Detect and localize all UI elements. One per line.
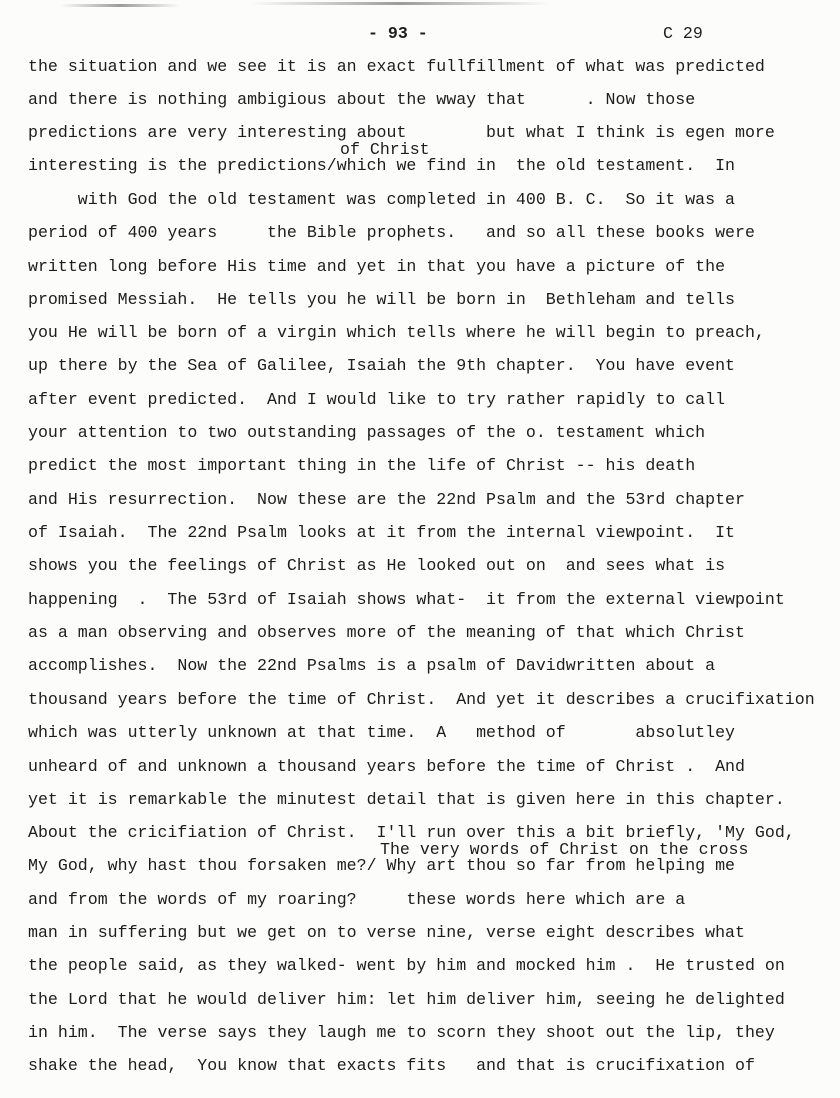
text-line: after event predicted. And I would like to try rather rapidly to call [28,390,726,409]
text-line: shows you the feelings of Christ as He looked out on and sees what is [28,556,726,575]
text-line: and there is nothing ambigious about the wway that . Now those [28,90,696,109]
text-line: the people said, as they walked- went by him and mocked him . He trusted on [28,956,785,975]
text-line: predictions are very interesting about but what I think is egen more [28,123,775,142]
paper-scuff-mark [60,4,180,7]
text-line: as a man observing and observes more of the meaning of that which Christ [28,623,745,642]
text-line: unheard of and unknown a thousand years before the time of Christ . And [28,757,745,776]
interlinear-insertion: The very words of Christ on the cross [380,840,749,859]
section-label: C 29 [663,24,703,43]
text-line: and from the words of my roaring? these words here which are a [28,890,686,909]
text-line: period of 400 years the Bible prophets. and so all these books were [28,223,755,242]
text-line: written long before His time and yet in that you have a picture of the [28,257,726,276]
text-line: interesting is the predictions/which we find in the old testament. In [28,156,736,175]
text-line: with God the old testament was completed in 400 B. C. So it was a [28,190,736,209]
text-line: in him. The verse says they laugh me to scorn they shoot out the lip, they [28,1023,775,1042]
text-line: you He will be born of a virgin which tells where he will begin to preach, [28,323,765,342]
text-line: yet it is remarkable the minutest detail that is given here in this chapter. [28,790,785,809]
text-line: the Lord that he would deliver him: let him deliver him, seeing he delighted [28,990,785,1009]
text-line: and His resurrection. Now these are the 22nd Psalm and the 53rd chapter [28,490,745,509]
text-line: thousand years before the time of Christ. And yet it describes a crucifixation [28,690,815,709]
text-line: predict the most important thing in the life of Christ -- his death [28,456,696,475]
text-line: happening . The 53rd of Isaiah shows what- it from the external viewpoint [28,590,785,609]
text-line: your attention to two outstanding passages of the o. testament which [28,423,706,442]
text-line: the situation and we see it is an exact fullfillment of what was predicted [28,57,765,76]
text-line: of Isaiah. The 22nd Psalm looks at it from the internal viewpoint. It [28,523,736,542]
text-line: shake the head, You know that exacts fits and that is crucifixation of [28,1056,755,1075]
paper-scuff-mark [250,2,550,5]
page-number: - 93 - [368,24,428,43]
text-line: man in suffering but we get on to verse nine, verse eight describes what [28,923,745,942]
text-line: promised Messiah. He tells you he will be born in Bethleham and tells [28,290,736,309]
text-line: which was utterly unknown at that time. A method of absolutley [28,723,736,742]
text-line: up there by the Sea of Galilee, Isaiah the 9th chapter. You have event [28,356,736,375]
text-line: About the cricifiation of Christ. I'll run over this a bit briefly, 'My God, [28,823,795,842]
text-line: accomplishes. Now the 22nd Psalms is a psalm of Davidwritten about a [28,656,716,675]
interlinear-insertion: of Christ [340,140,430,159]
text-line: My God, why hast thou forsaken me?/ Why art thou so far from helping me [28,856,736,875]
